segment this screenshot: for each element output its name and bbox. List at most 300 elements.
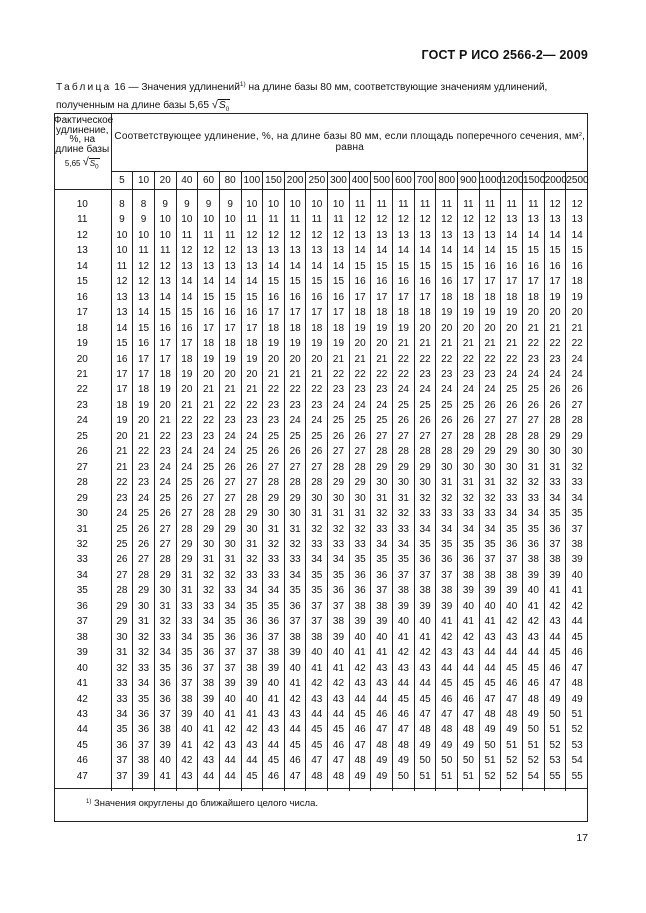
elongation-value-cell: 35 xyxy=(306,583,328,598)
elongation-value-cell: 22 xyxy=(306,382,328,397)
elongation-value-cell: 35 xyxy=(284,583,306,598)
elongation-value-cell: 35 xyxy=(241,599,263,614)
elongation-value-cell: 42 xyxy=(241,722,263,737)
elongation-value-cell: 41 xyxy=(523,599,545,614)
elongation-value-cell: 24 xyxy=(284,413,306,428)
elongation-value-cell: 33 xyxy=(111,676,133,691)
elongation-value-cell: 28 xyxy=(241,491,263,506)
elongation-value-cell: 38 xyxy=(566,537,588,552)
elongation-value-cell: 22 xyxy=(479,352,501,367)
elongation-value-cell: 38 xyxy=(176,692,198,707)
elongation-value-cell: 24 xyxy=(176,460,198,475)
elongation-value-cell: 16 xyxy=(501,259,523,274)
actual-elongation-cell: 13 xyxy=(54,243,111,258)
elongation-value-cell: 22 xyxy=(566,336,588,351)
elongation-value-cell: 48 xyxy=(566,676,588,691)
elongation-value-cell: 37 xyxy=(479,552,501,567)
elongation-value-cell: 28 xyxy=(154,552,176,567)
elongation-value-cell: 31 xyxy=(479,475,501,490)
elongation-value-cell: 43 xyxy=(306,692,328,707)
elongation-value-cell: 15 xyxy=(154,305,176,320)
table-row xyxy=(54,506,588,521)
elongation-value-cell: 42 xyxy=(436,630,458,645)
elongation-value-cell: 49 xyxy=(414,738,436,753)
elongation-value-cell: 20 xyxy=(154,398,176,413)
table-row xyxy=(54,429,588,444)
elongation-value-cell: 37 xyxy=(371,583,393,598)
elongation-value-cell: 27 xyxy=(176,506,198,521)
elongation-value-cell: 11 xyxy=(458,197,480,212)
standard-designation: ГОСТ Р ИСО 2566-2— 2009 xyxy=(421,48,588,62)
elongation-value-cell: 24 xyxy=(198,444,220,459)
elongation-value-cell: 38 xyxy=(414,583,436,598)
elongation-value-cell: 14 xyxy=(414,243,436,258)
elongation-value-cell: 26 xyxy=(133,537,155,552)
elongation-value-cell: 31 xyxy=(263,522,285,537)
elongation-value-cell: 29 xyxy=(284,491,306,506)
elongation-value-cell: 23 xyxy=(349,382,371,397)
elongation-value-cell: 9 xyxy=(176,197,198,212)
elongation-value-cell: 12 xyxy=(133,274,155,289)
elongation-value-cell: 24 xyxy=(306,413,328,428)
elongation-value-cell: 34 xyxy=(198,614,220,629)
elongation-value-cell: 41 xyxy=(306,661,328,676)
caption-text: — Значения удлинений xyxy=(128,82,240,93)
elongation-value-cell: 20 xyxy=(436,321,458,336)
elongation-value-cell: 17 xyxy=(328,305,350,320)
elongation-value-cell: 36 xyxy=(198,645,220,660)
page-number: 17 xyxy=(576,832,588,844)
elongation-value-cell: 23 xyxy=(371,382,393,397)
elongation-value-cell: 19 xyxy=(544,290,566,305)
elongation-value-cell: 33 xyxy=(501,491,523,506)
elongation-value-cell: 38 xyxy=(306,630,328,645)
actual-elongation-cell: 31 xyxy=(54,522,111,537)
elongation-value-cell: 16 xyxy=(566,259,588,274)
elongation-value-cell: 40 xyxy=(479,599,501,614)
table-row xyxy=(54,614,588,629)
elongation-value-cell: 44 xyxy=(393,676,415,691)
elongation-value-cell: 23 xyxy=(328,382,350,397)
elongation-value-cell: 48 xyxy=(523,692,545,707)
elongation-value-cell: 34 xyxy=(414,522,436,537)
elongation-value-cell: 52 xyxy=(501,753,523,768)
elongation-value-cell: 19 xyxy=(219,352,241,367)
elongation-value-cell: 41 xyxy=(176,738,198,753)
elongation-value-cell: 42 xyxy=(349,661,371,676)
elongation-value-cell: 43 xyxy=(284,707,306,722)
elongation-value-cell: 33 xyxy=(479,506,501,521)
elongation-value-cell: 28 xyxy=(111,583,133,598)
actual-elongation-cell: 10 xyxy=(54,197,111,212)
elongation-value-cell: 35 xyxy=(176,645,198,660)
elongation-value-cell: 30 xyxy=(328,491,350,506)
elongation-value-cell: 47 xyxy=(349,738,371,753)
elongation-value-cell: 35 xyxy=(154,661,176,676)
elongation-value-cell: 21 xyxy=(393,336,415,351)
elongation-value-cell: 14 xyxy=(176,290,198,305)
elongation-value-cell: 41 xyxy=(349,645,371,660)
elongation-value-cell: 13 xyxy=(133,290,155,305)
elongation-value-cell: 20 xyxy=(458,321,480,336)
elongation-value-cell: 27 xyxy=(154,537,176,552)
elongation-value-cell: 34 xyxy=(566,491,588,506)
elongation-value-cell: 45 xyxy=(414,692,436,707)
elongation-value-cell: 40 xyxy=(458,599,480,614)
elongation-value-cell: 48 xyxy=(328,769,350,784)
elongation-value-cell: 11 xyxy=(284,212,306,227)
elongation-value-cell: 13 xyxy=(328,243,350,258)
elongation-value-cell: 46 xyxy=(458,692,480,707)
elongation-value-cell: 43 xyxy=(544,614,566,629)
elongation-value-cell: 33 xyxy=(154,630,176,645)
elongation-value-cell: 21 xyxy=(284,367,306,382)
elongation-value-cell: 44 xyxy=(566,614,588,629)
elongation-value-cell: 32 xyxy=(501,475,523,490)
table-row xyxy=(54,444,588,459)
elongation-value-cell: 20 xyxy=(284,352,306,367)
elongation-value-cell: 12 xyxy=(436,212,458,227)
elongation-value-cell: 16 xyxy=(198,305,220,320)
elongation-value-cell: 29 xyxy=(371,460,393,475)
elongation-value-cell: 33 xyxy=(436,506,458,521)
elongation-value-cell: 38 xyxy=(393,583,415,598)
elongation-value-cell: 43 xyxy=(349,676,371,691)
elongation-value-cell: 50 xyxy=(544,707,566,722)
table-row xyxy=(54,769,588,784)
elongation-value-cell: 26 xyxy=(328,429,350,444)
elongation-value-cell: 21 xyxy=(458,336,480,351)
actual-elongation-cell: 32 xyxy=(54,537,111,552)
elongation-value-cell: 10 xyxy=(133,228,155,243)
elongation-value-cell: 25 xyxy=(133,506,155,521)
elongation-value-cell: 26 xyxy=(566,382,588,397)
elongation-value-cell: 31 xyxy=(241,537,263,552)
table-row xyxy=(54,491,588,506)
elongation-value-cell: 21 xyxy=(198,398,220,413)
elongation-value-cell: 29 xyxy=(241,506,263,521)
elongation-value-cell: 20 xyxy=(176,382,198,397)
elongation-value-cell: 30 xyxy=(501,460,523,475)
elongation-value-cell: 26 xyxy=(176,491,198,506)
elongation-value-cell: 9 xyxy=(133,212,155,227)
elongation-value-cell: 44 xyxy=(523,645,545,660)
elongation-value-cell: 17 xyxy=(393,290,415,305)
elongation-value-cell: 29 xyxy=(111,614,133,629)
elongation-value-cell: 25 xyxy=(393,398,415,413)
elongation-value-cell: 27 xyxy=(566,398,588,413)
elongation-value-cell: 13 xyxy=(393,228,415,243)
elongation-value-cell: 30 xyxy=(414,475,436,490)
elongation-value-cell: 10 xyxy=(306,197,328,212)
elongation-value-cell: 32 xyxy=(306,522,328,537)
elongation-value-cell: 48 xyxy=(349,753,371,768)
elongation-value-cell: 25 xyxy=(284,429,306,444)
elongation-value-cell: 10 xyxy=(154,212,176,227)
elongation-value-cell: 30 xyxy=(263,506,285,521)
elongation-value-cell: 30 xyxy=(133,599,155,614)
elongation-value-cell: 37 xyxy=(154,707,176,722)
elongation-value-cell: 42 xyxy=(176,753,198,768)
elongation-value-cell: 17 xyxy=(414,290,436,305)
elongation-value-cell: 39 xyxy=(479,583,501,598)
elongation-value-cell: 47 xyxy=(458,707,480,722)
elongation-value-cell: 31 xyxy=(198,552,220,567)
elongation-value-cell: 40 xyxy=(241,692,263,707)
footnote: $^{1)}$ Значения округлены до ближайшего целого числа. xyxy=(86,798,319,809)
elongation-value-cell: 10 xyxy=(111,228,133,243)
elongation-value-cell: 27 xyxy=(241,475,263,490)
elongation-value-cell: 14 xyxy=(349,243,371,258)
elongation-value-cell: 48 xyxy=(458,722,480,737)
elongation-value-cell: 15 xyxy=(566,243,588,258)
elongation-value-cell: 33 xyxy=(263,552,285,567)
elongation-value-cell: 35 xyxy=(479,537,501,552)
elongation-value-cell: 29 xyxy=(328,475,350,490)
elongation-value-cell: 16 xyxy=(133,336,155,351)
elongation-value-cell: 28 xyxy=(371,444,393,459)
elongation-value-cell: 21 xyxy=(198,382,220,397)
elongation-value-cell: 9 xyxy=(219,197,241,212)
elongation-value-cell: 54 xyxy=(523,769,545,784)
elongation-value-cell: 21 xyxy=(219,382,241,397)
elongation-value-cell: 42 xyxy=(414,645,436,660)
actual-elongation-cell: 24 xyxy=(54,413,111,428)
elongation-value-cell: 25 xyxy=(198,460,220,475)
elongation-value-cell: 11 xyxy=(349,197,371,212)
elongation-value-cell: 42 xyxy=(219,722,241,737)
elongation-value-cell: 43 xyxy=(176,769,198,784)
elongation-value-cell: 15 xyxy=(176,305,198,320)
elongation-value-cell: 51 xyxy=(544,722,566,737)
elongation-value-cell: 49 xyxy=(393,753,415,768)
elongation-value-cell: 49 xyxy=(479,722,501,737)
elongation-value-cell: 25 xyxy=(349,413,371,428)
elongation-value-cell: 15 xyxy=(241,290,263,305)
footnote-divider xyxy=(54,788,588,789)
elongation-value-cell: 24 xyxy=(328,398,350,413)
elongation-value-cell: 11 xyxy=(219,228,241,243)
elongation-value-cell: 39 xyxy=(328,630,350,645)
elongation-value-cell: 35 xyxy=(458,537,480,552)
elongation-value-cell: 46 xyxy=(544,661,566,676)
elongation-value-cell: 35 xyxy=(263,599,285,614)
elongation-value-cell: 29 xyxy=(479,444,501,459)
elongation-value-cell: 23 xyxy=(133,460,155,475)
elongation-value-cell: 13 xyxy=(219,259,241,274)
elongation-value-cell: 39 xyxy=(414,599,436,614)
elongation-value-cell: 48 xyxy=(371,738,393,753)
elongation-value-cell: 16 xyxy=(523,259,545,274)
elongation-value-cell: 35 xyxy=(393,552,415,567)
table-row xyxy=(54,676,588,691)
elongation-value-cell: 11 xyxy=(306,212,328,227)
elongation-value-cell: 29 xyxy=(176,552,198,567)
elongation-value-cell: 33 xyxy=(393,522,415,537)
elongation-value-cell: 33 xyxy=(306,537,328,552)
elongation-value-cell: 21 xyxy=(154,413,176,428)
elongation-value-cell: 24 xyxy=(566,367,588,382)
elongation-value-cell: 38 xyxy=(349,599,371,614)
elongation-value-cell: 32 xyxy=(393,506,415,521)
elongation-value-cell: 15 xyxy=(219,290,241,305)
elongation-value-cell: 12 xyxy=(371,212,393,227)
elongation-value-cell: 10 xyxy=(176,212,198,227)
table-row xyxy=(54,661,588,676)
elongation-value-cell: 24 xyxy=(458,382,480,397)
elongation-value-cell: 28 xyxy=(284,475,306,490)
elongation-value-cell: 18 xyxy=(111,398,133,413)
elongation-value-cell: 47 xyxy=(436,707,458,722)
elongation-value-cell: 28 xyxy=(458,429,480,444)
elongation-value-cell: 18 xyxy=(566,274,588,289)
elongation-value-cell: 45 xyxy=(241,769,263,784)
elongation-value-cell: 16 xyxy=(306,290,328,305)
elongation-value-cell: 21 xyxy=(479,336,501,351)
elongation-value-cell: 50 xyxy=(458,753,480,768)
actual-elongation-cell: 18 xyxy=(54,321,111,336)
elongation-value-cell: 14 xyxy=(306,259,328,274)
elongation-value-cell: 45 xyxy=(458,676,480,691)
elongation-value-cell: 33 xyxy=(371,522,393,537)
elongation-value-cell: 12 xyxy=(479,212,501,227)
elongation-value-cell: 33 xyxy=(349,537,371,552)
elongation-value-cell: 20 xyxy=(219,367,241,382)
elongation-value-cell: 28 xyxy=(349,460,371,475)
elongation-value-cell: 52 xyxy=(501,769,523,784)
elongation-value-cell: 52 xyxy=(523,753,545,768)
elongation-value-cell: 45 xyxy=(566,630,588,645)
actual-elongation-cell: 47 xyxy=(54,769,111,784)
elongation-value-cell: 15 xyxy=(393,259,415,274)
elongation-value-cell: 50 xyxy=(414,753,436,768)
elongation-value-cell: 19 xyxy=(133,398,155,413)
actual-elongation-cell: 42 xyxy=(54,692,111,707)
area-header-cell: 2000 xyxy=(544,172,566,190)
sqrt-s0-icon: √ $S_0$ xyxy=(82,156,99,171)
elongation-value-cell: 32 xyxy=(241,552,263,567)
elongation-value-cell: 55 xyxy=(566,769,588,784)
elongation-value-cell: 29 xyxy=(111,599,133,614)
elongation-value-cell: 36 xyxy=(241,614,263,629)
elongation-value-cell: 26 xyxy=(111,552,133,567)
elongation-value-cell: 13 xyxy=(479,228,501,243)
elongation-value-cell: 34 xyxy=(328,552,350,567)
elongation-value-cell: 40 xyxy=(176,722,198,737)
elongation-value-cell: 42 xyxy=(566,599,588,614)
area-header-cell: 800 xyxy=(436,172,458,190)
elongation-value-cell: 40 xyxy=(393,614,415,629)
elongation-value-cell: 31 xyxy=(306,506,328,521)
elongation-value-cell: 22 xyxy=(523,336,545,351)
elongation-value-cell: 32 xyxy=(198,568,220,583)
area-header-cell: 250 xyxy=(306,172,328,190)
elongation-value-cell: 27 xyxy=(198,491,220,506)
elongation-value-cell: 21 xyxy=(566,321,588,336)
elongation-value-cell: 26 xyxy=(349,429,371,444)
elongation-value-cell: 47 xyxy=(414,707,436,722)
elongation-value-cell: 40 xyxy=(501,599,523,614)
elongation-value-cell: 38 xyxy=(241,661,263,676)
elongation-value-cell: 45 xyxy=(393,692,415,707)
elongation-value-cell: 29 xyxy=(458,444,480,459)
elongation-value-cell: 23 xyxy=(263,398,285,413)
elongation-value-cell: 18 xyxy=(241,336,263,351)
elongation-value-cell: 33 xyxy=(566,475,588,490)
elongation-value-cell: 18 xyxy=(219,336,241,351)
elongation-value-cell: 33 xyxy=(241,568,263,583)
elongation-value-cell: 40 xyxy=(219,692,241,707)
elongation-value-cell: 33 xyxy=(544,475,566,490)
corner-header xyxy=(54,113,114,190)
elongation-value-cell: 38 xyxy=(328,614,350,629)
elongation-value-cell: 41 xyxy=(458,614,480,629)
elongation-value-cell: 12 xyxy=(154,259,176,274)
elongation-value-cell: 17 xyxy=(154,336,176,351)
elongation-value-cell: 28 xyxy=(306,475,328,490)
elongation-value-cell: 43 xyxy=(393,661,415,676)
elongation-value-cell: 12 xyxy=(219,243,241,258)
elongation-value-cell: 26 xyxy=(133,522,155,537)
elongation-value-cell: 18 xyxy=(349,305,371,320)
elongation-value-cell: 40 xyxy=(414,614,436,629)
elongation-value-cell: 43 xyxy=(436,645,458,660)
elongation-value-cell: 18 xyxy=(436,290,458,305)
elongation-value-cell: 40 xyxy=(306,645,328,660)
elongation-value-cell: 24 xyxy=(566,352,588,367)
elongation-value-cell: 20 xyxy=(349,336,371,351)
elongation-value-cell: 11 xyxy=(501,197,523,212)
elongation-value-cell: 37 xyxy=(111,769,133,784)
elongation-value-cell: 23 xyxy=(479,367,501,382)
area-header-cell: 5 xyxy=(111,172,133,190)
area-header-cell: 2500 xyxy=(566,172,588,190)
actual-elongation-cell: 45 xyxy=(54,738,111,753)
elongation-value-cell: 42 xyxy=(198,738,220,753)
elongation-value-cell: 28 xyxy=(436,444,458,459)
elongation-value-cell: 33 xyxy=(263,568,285,583)
elongation-value-cell: 25 xyxy=(263,429,285,444)
elongation-value-cell: 47 xyxy=(544,676,566,691)
elongation-value-cell: 35 xyxy=(414,537,436,552)
elongation-value-cell: 44 xyxy=(544,630,566,645)
elongation-value-cell: 32 xyxy=(284,537,306,552)
elongation-value-cell: 28 xyxy=(393,444,415,459)
actual-elongation-cell: 16 xyxy=(54,290,111,305)
elongation-value-cell: 25 xyxy=(414,398,436,413)
elongation-value-cell: 28 xyxy=(523,429,545,444)
elongation-value-cell: 49 xyxy=(436,738,458,753)
actual-elongation-cell: 36 xyxy=(54,599,111,614)
elongation-value-cell: 17 xyxy=(241,321,263,336)
elongation-value-cell: 25 xyxy=(306,429,328,444)
elongation-value-cell: 43 xyxy=(501,630,523,645)
elongation-value-cell: 51 xyxy=(479,753,501,768)
elongation-value-cell: 36 xyxy=(501,537,523,552)
elongation-value-cell: 30 xyxy=(154,583,176,598)
elongation-value-cell: 28 xyxy=(501,429,523,444)
elongation-value-cell: 13 xyxy=(436,228,458,243)
elongation-value-cell: 26 xyxy=(241,460,263,475)
table-row xyxy=(54,413,588,428)
table-row xyxy=(54,692,588,707)
elongation-value-cell: 14 xyxy=(154,290,176,305)
elongation-value-cell: 39 xyxy=(566,552,588,567)
elongation-value-cell: 36 xyxy=(263,614,285,629)
elongation-value-cell: 16 xyxy=(479,259,501,274)
elongation-value-cell: 51 xyxy=(436,769,458,784)
elongation-value-cell: 37 xyxy=(198,661,220,676)
